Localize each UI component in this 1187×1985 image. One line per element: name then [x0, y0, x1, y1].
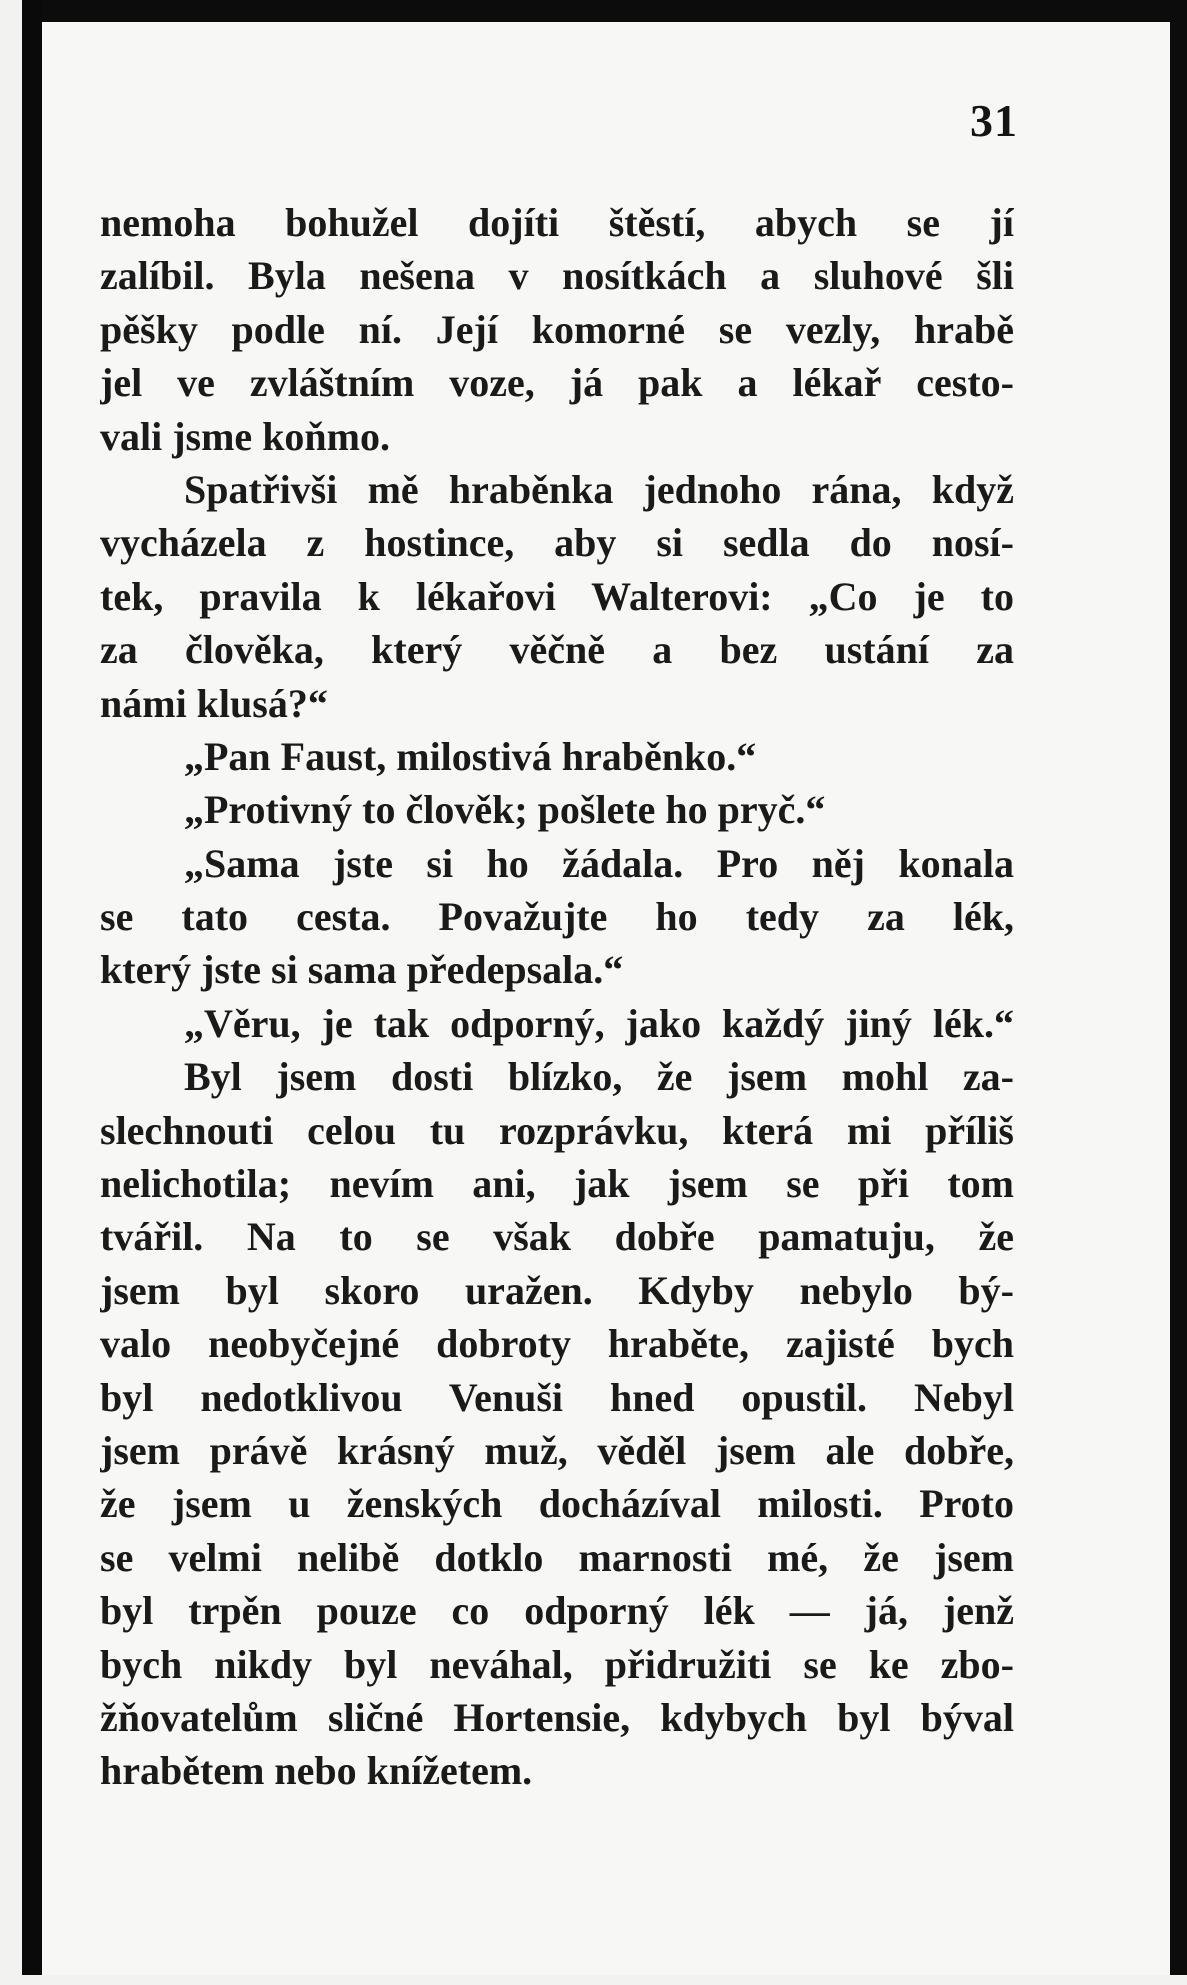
text-line: jsem byl skoro uražen. Kdyby nebylo bý- [100, 1267, 1014, 1313]
text-line: byl nedotklivou Venuši hned opustil. Nebyl [100, 1374, 1014, 1420]
text-line: Spatřivši mě hraběnka jednoho rána, když [184, 466, 1014, 512]
text-line: se tato cesta. Považujte ho tedy za lék, [100, 894, 1014, 940]
text-line: nemoha bohužel dojíti štěstí, abych se jí [100, 200, 1014, 245]
text-line: „Protivný to člověk; pošlete ho pryč.“ [184, 787, 826, 833]
text-line: tek, pravila k lékařovi Walterovi: „Co je to [100, 573, 1014, 619]
text-line: vycházela z hostince, aby si sedla do nosí- [100, 520, 1014, 566]
text-line: hrabětem nebo knížetem. [100, 1748, 533, 1794]
text-line: Byl jsem dosti blízko, že jsem mohl za- [184, 1054, 1014, 1100]
text-line: jsem právě krásný muž, věděl jsem ale dobře, [100, 1427, 1014, 1473]
text-line: byl trpěn pouze co odporný lék — já, jenž [100, 1588, 1014, 1634]
text-line: tvářil. Na to se však dobře pamatuju, že [100, 1214, 1014, 1260]
text-line: pěšky podle ní. Její komorné se vezly, hrabě [100, 306, 1014, 352]
text-line: za člověka, který věčně a bez ustání za [100, 627, 1014, 673]
text-line: žňovatelům sličné Hortensie, kdybych byl býval [100, 1694, 1014, 1740]
text-line: bych nikdy byl neváhal, přidružiti se ke zbo- [100, 1641, 1014, 1687]
book-gutter-shadow [22, 0, 42, 1985]
text-line: vali jsme koňmo. [100, 413, 390, 459]
text-line: slechnouti celou tu rozprávku, která mi příliš [100, 1107, 1014, 1153]
text-line: „Věru, je tak odporný, jako každý jiný lék.“ [184, 1000, 1014, 1046]
text-line: jel ve zvláštním voze, já pak a lékař cesto- [100, 360, 1014, 406]
page-number: 31 [970, 95, 1018, 146]
text-line: „Pan Faust, milostivá hraběnko.“ [184, 733, 757, 779]
text-line: nelichotila; nevím ani, jak jsem se při tom [100, 1161, 1014, 1207]
text-line: se velmi nelibě dotklo marnosti mé, že jsem [100, 1534, 1014, 1580]
text-line: námi klusá?“ [100, 680, 328, 726]
page-edge-bottom [0, 1975, 1187, 1985]
text-line: „Sama jste si ho žádala. Pro něj konala [184, 840, 1014, 886]
text-line: valo neobyčejné dobroty hraběte, zajisté bych [100, 1321, 1014, 1367]
page-edge-left [0, 0, 22, 1985]
text-line: zalíbil. Byla nešena v nosítkách a sluhové šli [100, 253, 1014, 299]
text-line: že jsem u ženských docházíval milosti. Proto [100, 1481, 1014, 1527]
body-text [100, 196, 1014, 1798]
text-line: který jste si sama předepsala.“ [100, 947, 624, 993]
